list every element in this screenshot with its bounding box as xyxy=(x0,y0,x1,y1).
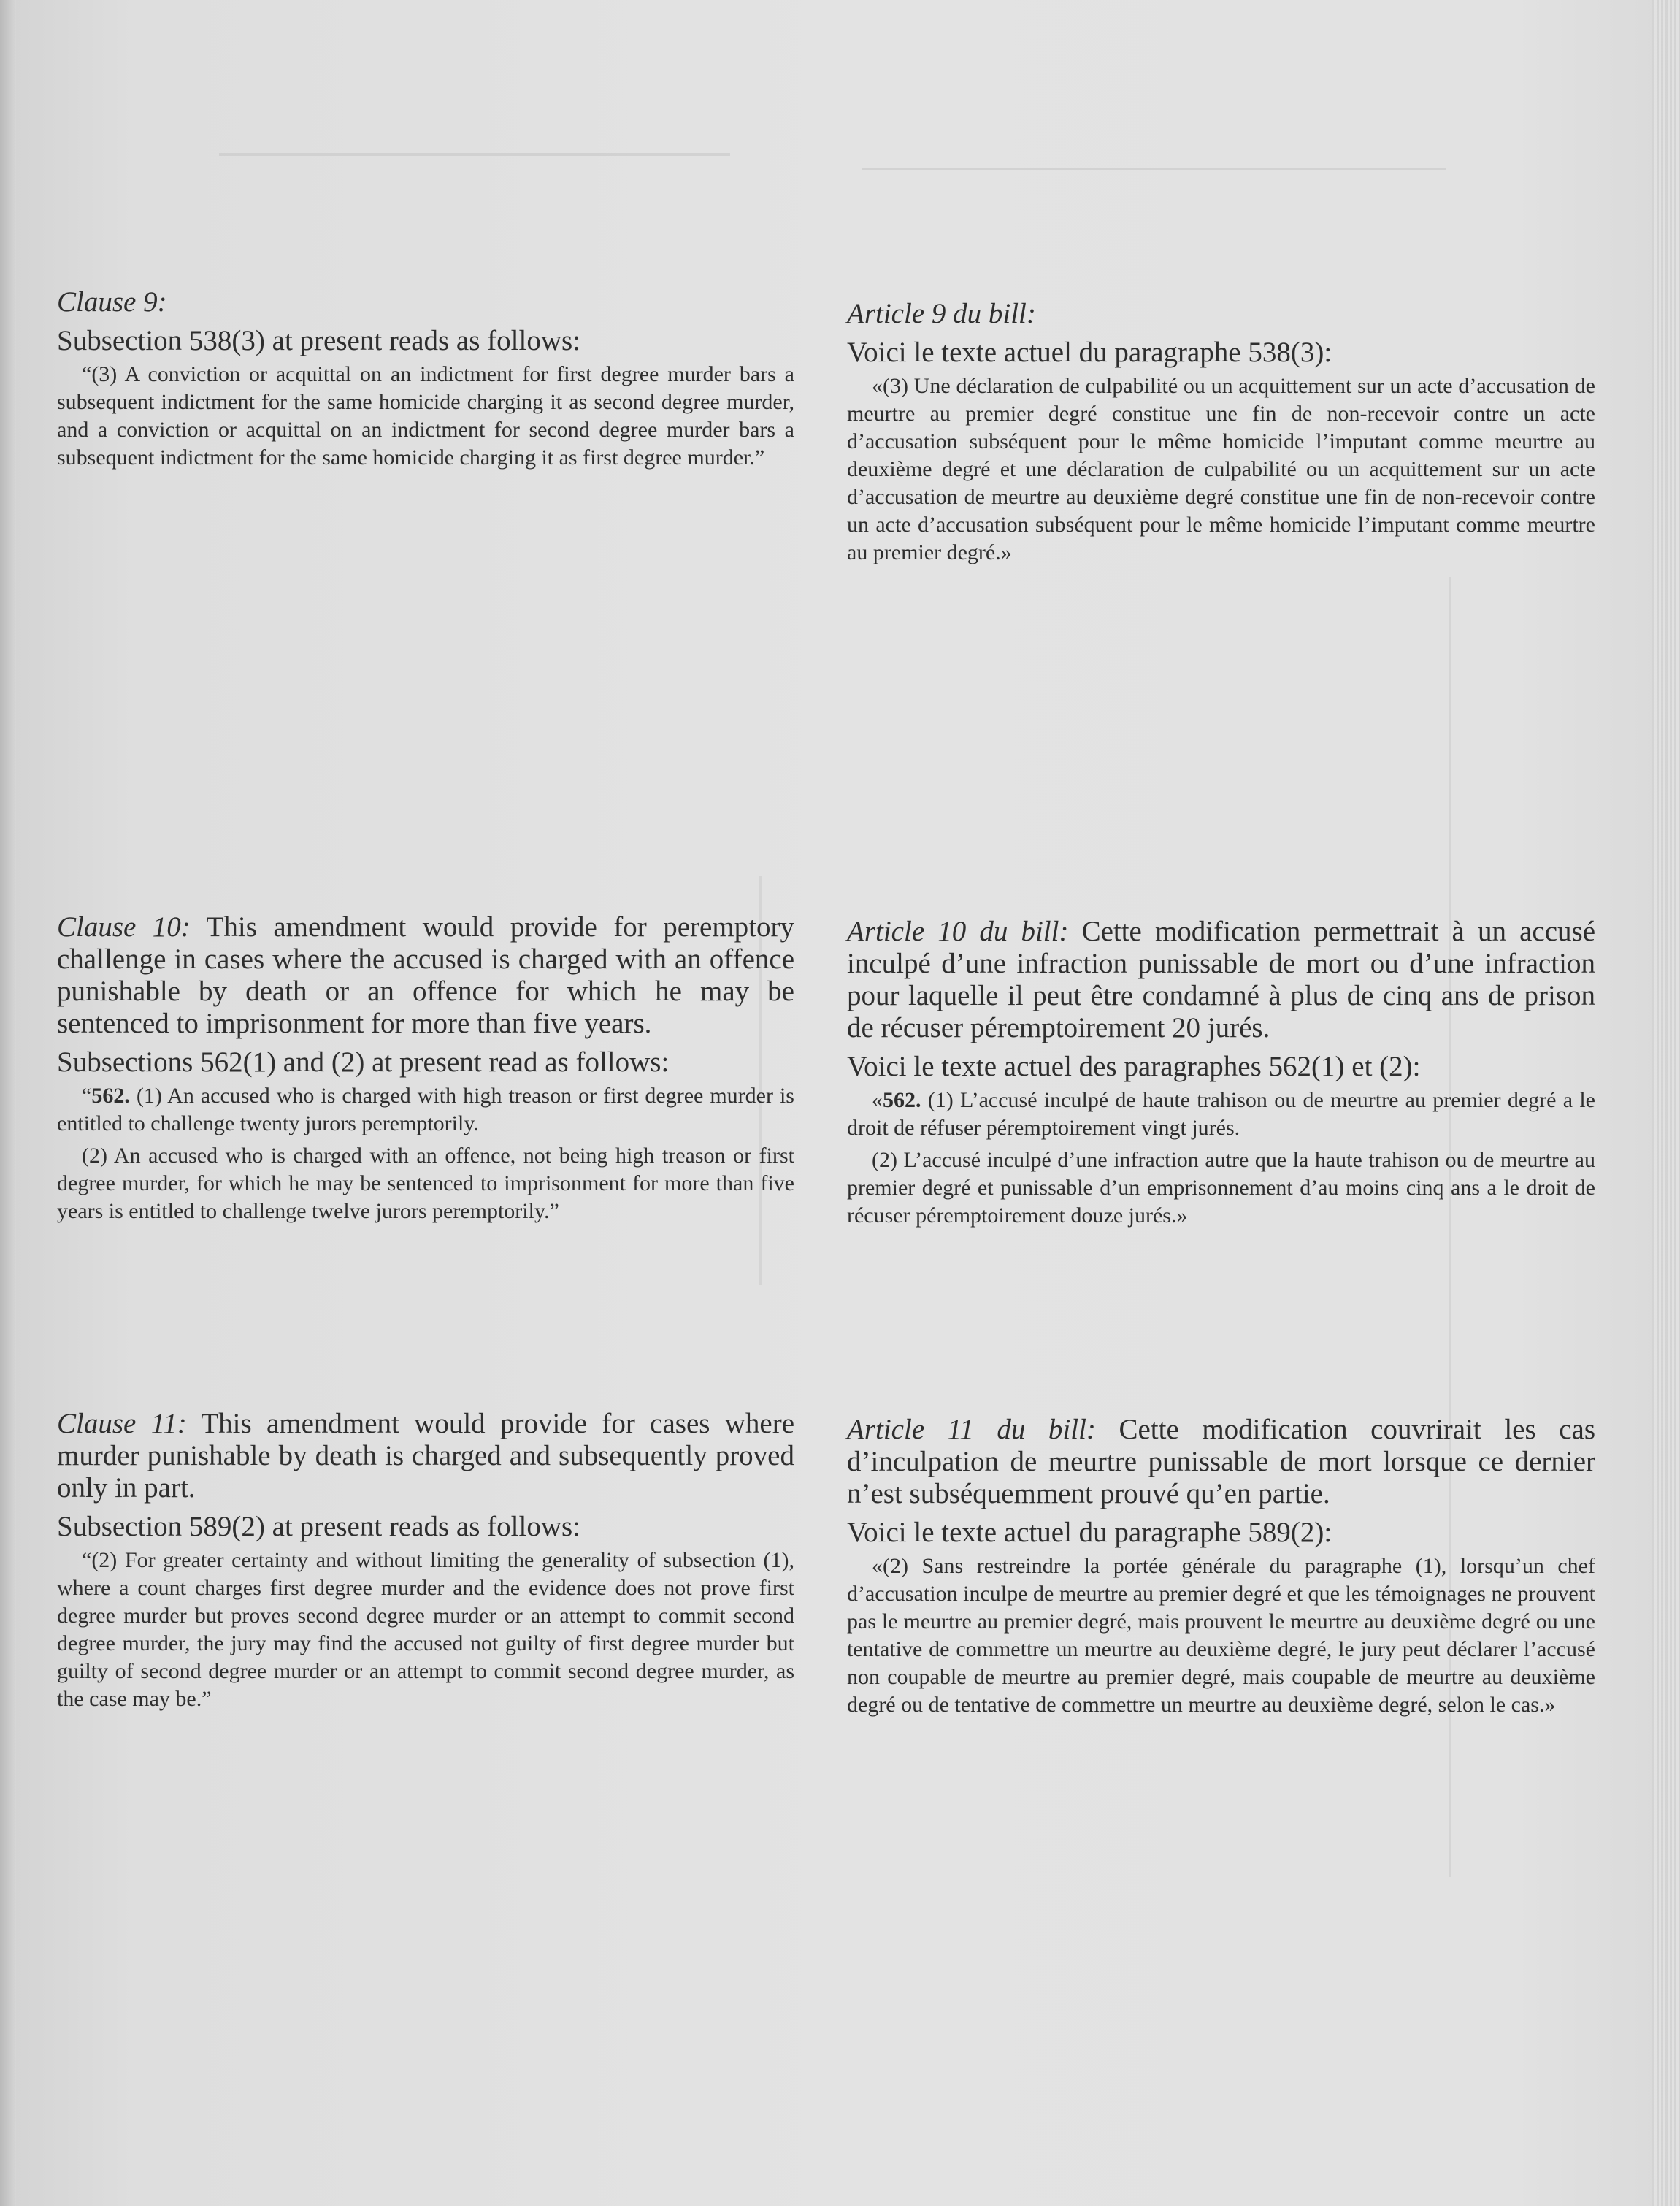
show-through-line xyxy=(219,153,730,177)
clause-11-paragraph xyxy=(57,1408,794,1504)
page-edge xyxy=(1652,0,1680,2206)
clause-10-paragraph xyxy=(57,911,794,1040)
article-10-intro: Voici le texte actuel des paragraphes 562(1) et (2): xyxy=(847,1051,1421,1082)
clause-9-block xyxy=(57,286,794,476)
article-10-paragraph xyxy=(847,916,1595,1044)
clause-10-intro: Subsections 562(1) and (2) at present read as follows: xyxy=(57,1046,670,1078)
article-10-heading: Article 10 du bill: xyxy=(847,916,1069,947)
article-10-block xyxy=(847,916,1595,1234)
article-9-block xyxy=(847,298,1595,571)
article-11-quote: «(2) Sans restreindre la portée générale du paragraphe (1), lorsqu’un chef d’accusation inculpe de meurtre au premier degré et que les témoignages ne prouvent pas le meurtre au premier degré, mais prouvent le meurtre au deuxième degré ou une tentative de commettre un meurtre au deuxième degré, le jury peut déclarer l’accusé non coupable de meurtre au premier degré, mais coupable de meurtre au deuxième degré ou de tentative de commettre un meurtre au deuxième degré, selon le cas.» xyxy=(847,1554,1595,1717)
article-11-intro: Voici le texte actuel du paragraphe 589(2): xyxy=(847,1517,1332,1548)
article-9-quote: «(3) Une déclaration de culpabilité ou un acquittement sur un acte d’accusation de meurtre au premier degré constitue une fin de non-recevoir contre un acte d’accusation subséquent pour le même homicide l’imputant comme meurtre au deuxième degré et une déclaration de culpabilité ou un acquittement sur un acte d’accusation de meurtre au deuxième degré constitue une fin de non-recevoir contre un acte d’accusation subséquent pour le même homicide l’imputant comme meurtre au premier degré.» xyxy=(847,374,1595,564)
article-11-block xyxy=(847,1414,1595,1723)
article-10-text: Cette modification permettrait à un accusé inculpé d’une infraction punissable de mort ou d’une infraction pour laquelle il peut être condamné à plus de cinq ans de prison de récuser péremptoirement 20 jurés. xyxy=(847,916,1595,1043)
article-9-intro: Voici le texte actuel du paragraphe 538(3): xyxy=(847,337,1332,368)
show-through-line xyxy=(862,168,1446,192)
clause-11-heading: Clause 11: xyxy=(57,1408,187,1439)
article-11-paragraph xyxy=(847,1414,1595,1510)
clause-9-intro: Subsection 538(3) at present reads as follows: xyxy=(57,325,581,356)
clause-11-intro: Subsection 589(2) at present reads as follows: xyxy=(57,1511,581,1542)
clause-11-text: This amendment would provide for cases where murder punishable by death is charged and subsequently proved only in part. xyxy=(57,1408,795,1504)
clause-10-block xyxy=(57,911,794,1230)
article-11-text: Cette modification couvrirait les cas d’inculpation de meurtre punissable de mort lorsque ce dernier n’est subséquemment prouvé qu’en partie. xyxy=(847,1414,1596,1509)
article-10-quote: «562. (1) L’accusé inculpé de haute trahison ou de meurtre au premier degré a le droit de réfuser péremptoirement vingt jurés. (2) L’accusé inculpé d’une infraction autre que la haute trahison ou de meurtre au premier degré et punissable d’un emprisonnement d’au moins cinq ans a le droit de récuser péremptoirement douze jurés.» xyxy=(847,1088,1595,1228)
clause-10-heading: Clause 10: xyxy=(57,911,191,943)
clause-9-heading: Clause 9: xyxy=(57,286,167,318)
clause-11-block xyxy=(57,1408,794,1717)
article-9-heading: Article 9 du bill: xyxy=(847,298,1036,329)
binding-shadow xyxy=(0,0,16,2206)
article-11-heading: Article 11 du bill: xyxy=(847,1414,1096,1445)
clause-9-quote: “(3) A conviction or acquittal on an indictment for first degree murder bars a subsequent indictment for the same homicide charging it as second degree murder, and a conviction or acquittal on an indictment for second degree murder bars a subsequent indictment for the same homicide charging it as first degree murder.” xyxy=(57,362,794,470)
clause-10-quote: “562. (1) An accused who is charged with high treason or first degree murder is entitled to challenge twenty jurors peremptorily. (2) An accused who is charged with an offence, not being high treason or first degree murder, for which he may be sentenced to imprisonment for more than five years is entitled to challenge twelve jurors peremptorily.” xyxy=(57,1084,794,1223)
clause-10-text: This amendment would provide for peremptory challenge in cases where the accused is charged with an offence punishable by death or an offence for which he may be sentenced to imprisonment for more than five years. xyxy=(57,911,795,1039)
clause-11-quote: “(2) For greater certainty and without limiting the generality of subsection (1), where a count charges first degree murder and the evidence does not prove first degree murder but proves second degree murder or an attempt to commit second degree murder, the jury may find the accused not guilty of first degree murder but guilty of second degree murder or an attempt to commit second degree murder, as the case may be.” xyxy=(57,1548,794,1711)
